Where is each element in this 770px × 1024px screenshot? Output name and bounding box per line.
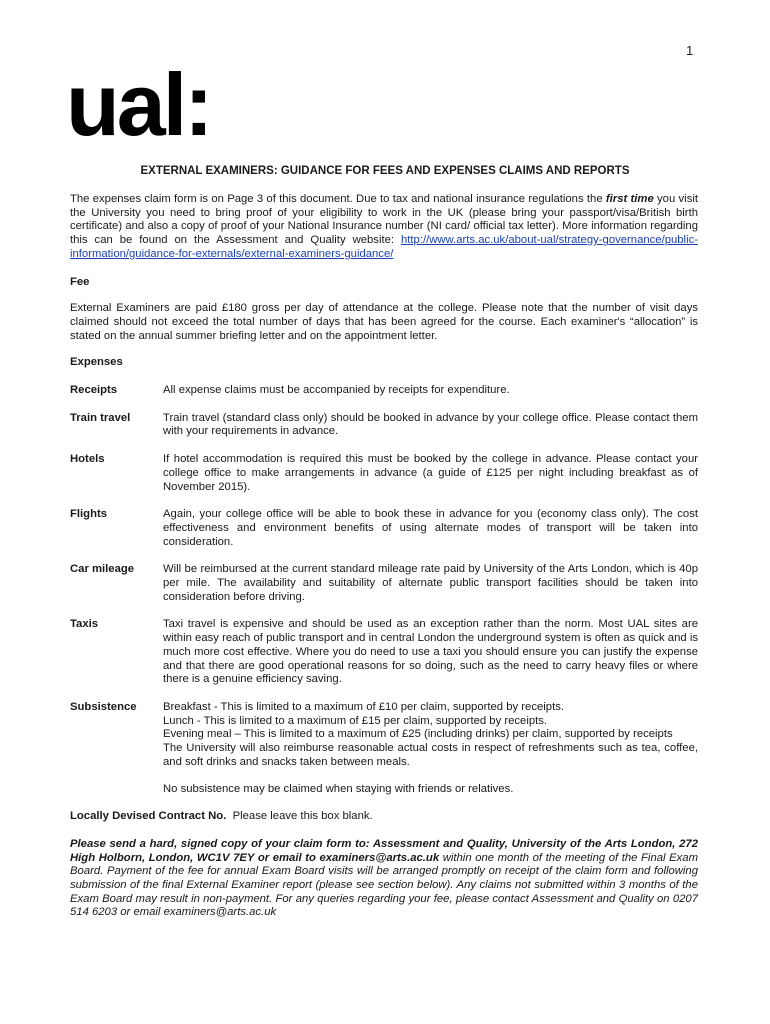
expense-text: Taxi travel is expensive and should be used as an exception rather than the norm. Most UAL sites are within easy reach of public transport and in central London the underground system is often as quick and is much more cost effective. Where you do need to use a taxi you should ensure you can justify the expense and that there are good operational reasons for so doing, such as the need to carry heavy files or where there is a genuine efficiency saving. [163, 618, 698, 686]
expense-row-car-mileage [70, 563, 698, 604]
subsistence-evening-meal: Evening meal – This is limited to a maximum of £25 (including drinks) per claim, supported by receipts [163, 728, 673, 741]
expense-label: Receipts [70, 384, 118, 397]
document-body [70, 193, 698, 920]
intro-paragraph [70, 193, 698, 262]
expense-row-hotels [70, 453, 698, 494]
document-title: EXTERNAL EXAMINERS: GUIDANCE FOR FEES AND EXPENSES CLAIMS AND REPORTS [140, 165, 630, 177]
ual-logo: ual: [66, 55, 211, 154]
expense-row-taxis [70, 618, 698, 687]
intro-text-part1: The expenses claim form is on Page 3 of this document. Due to tax and national insurance regulations the [70, 193, 606, 205]
expense-text: All expense claims must be accompanied by receipts for expenditure. [163, 384, 510, 397]
subsistence-lunch: Lunch - This is limited to a maximum of £15 per claim, supported by receipts. [163, 714, 548, 727]
expense-label: Subsistence [70, 700, 137, 713]
closing-paragraph [70, 838, 698, 920]
subsistence-note: No subsistence may be claimed when staying with friends or relatives. [163, 782, 514, 795]
expense-row-flights [70, 508, 698, 549]
guidance-link[interactable]: http://www.arts.ac.uk/about-ual/strategy-governance/public-information/guidance-for-externals/external-examiners-guidance/ [70, 234, 698, 260]
expense-label: Train travel [70, 411, 131, 424]
expense-label: Flights [70, 508, 108, 521]
subsistence-breakfast: Breakfast - This is limited to a maximum of £10 per claim, supported by receipts. [163, 700, 564, 713]
intro-emphasis: first time [605, 193, 654, 205]
fee-heading: Fee [70, 275, 90, 288]
expense-row-receipts [70, 384, 698, 398]
expense-text: Train travel (standard class only) should be booked in advance by your college office. Please contact them with your requirements in advance. [163, 411, 698, 438]
page-number: 1 [686, 43, 694, 58]
expense-text: If hotel accommodation is required this must be booked by the college in advance. Please contact your college office to make arrangements in advance (a guide of £125 per night including breakfast as of November 2015). [163, 453, 698, 493]
expense-text: Again, your college office will be able to book these in advance for you (economy class only). The cost effectiveness and environment benefits of using alternate modes of transport will be taken into consideration. [163, 508, 698, 548]
expense-label: Hotels [70, 453, 105, 466]
expense-label: Taxis [70, 618, 99, 631]
fee-paragraph: External Examiners are paid £180 gross per day of attendance at the college. Please note that the number of visit days claimed should not exceed the total number of days that has been agreed for the course. Each examiner's “allocation” is stated on the annual summer briefing letter and on the appointment letter. [70, 302, 698, 342]
expense-label: Car mileage [70, 563, 135, 576]
expense-row-train-travel [70, 412, 698, 439]
intro-text-part2: you visit the University you need to bring proof of your eligibility to work in the UK (please bring your passport/visa/British birth certificate) and also a copy of proof of your National Insurance number (NI card/ official tax letter). More information regarding this can be found on the Assessment and Quality website: [70, 193, 698, 247]
closing-italic: within one month of the meeting of the Final Exam Board. Payment of the fee for annual Exam Board visits will be arranged promptly on receipt of the claim form and following submission of the final External Examiner report (please see section below). Any claims not submitted within 3 months of the Exam Board may result in non-payment. For any queries regarding your fee, please contact Assessment and Quality on 0207 514 6203 or email examiners@arts.ac.uk [70, 851, 698, 919]
subsistence-refreshments: The University will also reimburse reasonable actual costs in respect of refreshments such as tea, coffee, and soft drinks and snacks taken between meals. [163, 742, 698, 768]
contract-text: Please leave this box blank. [226, 810, 373, 823]
closing-bold: Please send a hard, signed copy of your claim form to: Assessment and Quality, University of the Arts London, 272 High Holborn, London, WC1V 7EY or email to examiners@arts.ac.uk [70, 837, 698, 864]
contract-label: Locally Devised Contract No. [70, 810, 227, 823]
expense-text: Will be reimbursed at the current standard mileage rate paid by University of the Arts London, which is 40p per mile. The availability and suitability of alternate public transport facilities should be taken into consideration before driving. [163, 563, 698, 603]
expenses-heading: Expenses [70, 356, 123, 369]
contract-line [70, 810, 698, 824]
subsistence-details [163, 701, 698, 796]
expense-row-subsistence [70, 701, 698, 796]
